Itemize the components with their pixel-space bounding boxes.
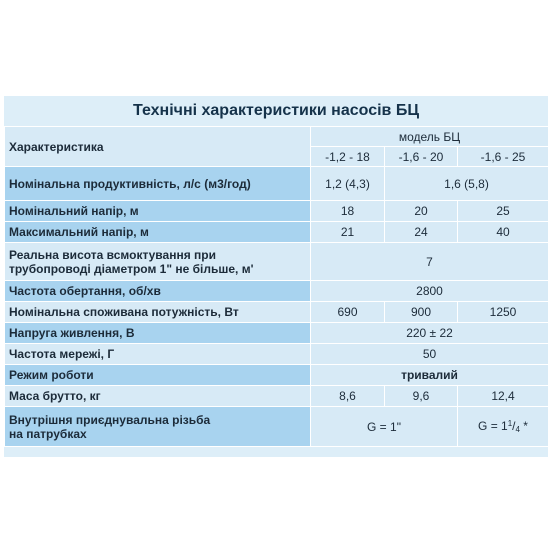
max-head-2: 24: [385, 222, 458, 243]
rotation-speed-value: 2800: [311, 281, 549, 302]
characteristic-header: Характеристика: [5, 127, 311, 167]
header-row: [5, 127, 549, 147]
nominal-head-3: 25: [458, 201, 549, 222]
thread-value-3-suffix: *: [519, 419, 528, 433]
nominal-head-1: 18: [311, 201, 385, 222]
power-2: 900: [385, 302, 458, 323]
table-row: [5, 302, 549, 323]
table-row: [5, 222, 549, 243]
table-row: [5, 407, 549, 447]
suction-height-label-line-1: Реальна висота всмоктування при: [9, 247, 216, 262]
nominal-head-label: Номінальний напір, м: [5, 201, 311, 222]
table-row: [5, 243, 549, 281]
table-row: [5, 167, 549, 201]
voltage-label: Напруга живлення, В: [5, 323, 311, 344]
nominal-capacity-1: 1,2 (4,3): [311, 167, 385, 201]
table-row: [5, 365, 549, 386]
thread-value-3-denominator: 4: [515, 425, 520, 434]
power-3: 1250: [458, 302, 549, 323]
suction-height-label: [5, 243, 311, 281]
thread-value-3-prefix: G = 1: [478, 419, 508, 433]
max-head-3: 40: [458, 222, 549, 243]
thread-value-12: G = 1": [311, 407, 458, 447]
table-title: Технічні характеристики насосів БЦ: [132, 102, 420, 119]
model-header: модель БЦ: [311, 127, 549, 147]
thread-value-3-numerator: 1: [507, 419, 513, 428]
gross-weight-1: 8,6: [311, 386, 385, 407]
model-2: -1,6 - 20: [385, 147, 458, 167]
frequency-value: 50: [311, 344, 549, 365]
gross-weight-3: 12,4: [458, 386, 549, 407]
gross-weight-2: 9,6: [385, 386, 458, 407]
thread-value-3: $G = 1^1/_4$ *: [458, 407, 549, 447]
voltage-value: 220 ± 22: [311, 323, 549, 344]
frequency-label: Частота мережі, Г: [5, 344, 311, 365]
thread-label-line-2: на патрубках: [9, 426, 87, 441]
rotation-speed-label: Частота обертання, об/хв: [5, 281, 311, 302]
model-3: -1,6 - 25: [458, 147, 549, 167]
thread-label: [5, 407, 311, 447]
table-row: [5, 281, 549, 302]
nominal-capacity-23: 1,6 (5,8): [385, 167, 549, 201]
max-head-1: 21: [311, 222, 385, 243]
specs-table: [4, 126, 549, 447]
model-1: -1,2 - 18: [311, 147, 385, 167]
suction-height-label-line-2: трубопроводі діаметром 1" не більше, м': [9, 261, 254, 276]
nominal-head-2: 20: [385, 201, 458, 222]
mode-value: тривалий: [311, 365, 549, 386]
table-row: [5, 201, 549, 222]
table-row: [5, 386, 549, 407]
thread-label-line-1: Внутрішня приєднувальна різьба: [9, 412, 211, 427]
table-row: [5, 344, 549, 365]
power-label: Номінальна споживана потужність, Вт: [5, 302, 311, 323]
table-row: [5, 323, 549, 344]
max-head-label: Максимальний напір, м: [5, 222, 311, 243]
gross-weight-label: Маса брутто, кг: [5, 386, 311, 407]
power-1: 690: [311, 302, 385, 323]
nominal-capacity-label: Номінальна продуктивність, л/с (м3/год): [5, 167, 311, 201]
mode-label: Режим роботи: [5, 365, 311, 386]
suction-height-value: 7: [311, 243, 549, 281]
